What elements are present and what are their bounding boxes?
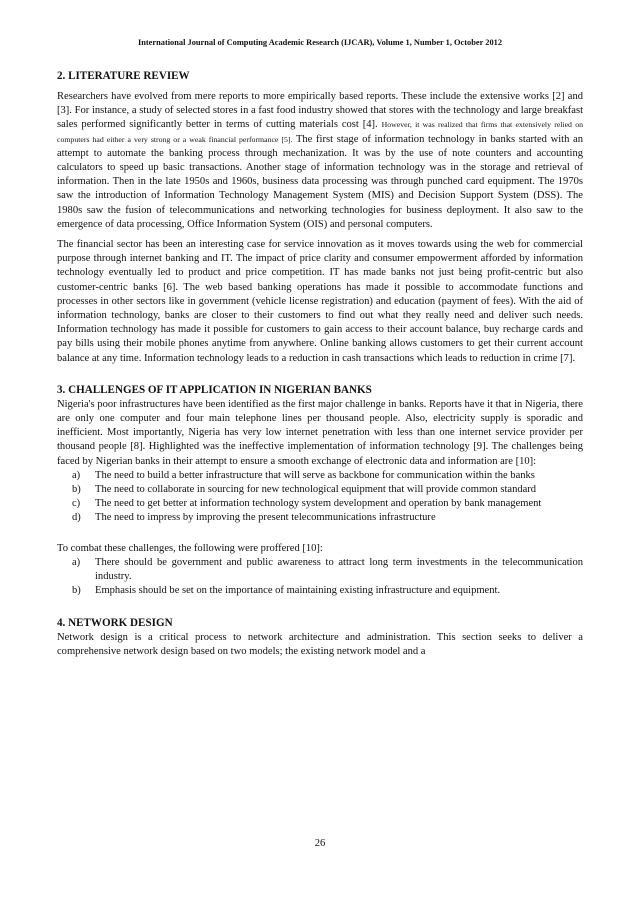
paragraph-text: Researchers have evolved from mere reports to more empirically based reports. These include the extensive works [2] and [3]. For instance, a study of selected stores in a fast food industry showed that stores with the technology and large breakfast sales performed significantly better in terms of cutting materials cost [4]. [57, 91, 583, 131]
list-item [57, 469, 583, 483]
page-body [57, 69, 583, 659]
list-marker: b) [72, 484, 81, 496]
challenges-list [57, 469, 583, 526]
section-3-paragraph-1: Nigeria's poor infrastructures have been identified as the first major challenge in banks. Reports have it that in Nigeria, there are only one computer and four main telephone lines per thousand people. Also, electricity supply is sporadic and inefficient. Most importantly, Nigeria has very low internet penetration with less than one internet service provider per thousand people [8]. Highlighted was the ineffective implementation of information technology [9]. The challenges being faced by Nigerian banks in their attempt to ensure a smooth exchange of electronic data and information are [10]: [57, 398, 583, 467]
section-4-paragraph-1: Network design is a critical process to network architecture and administration. This section seeks to deliver a comprehensive network design based on two models; the existing network model and a [57, 631, 583, 657]
section-2-title: 2. LITERATURE REVIEW [57, 70, 190, 82]
section-2-paragraph-1 [57, 90, 583, 232]
list-item-text: The need to impress by improving the present telecommunications infrastructure [95, 512, 436, 524]
list-item [57, 556, 583, 584]
list-item [57, 483, 583, 497]
list-item-text: Emphasis should be set on the importance of maintaining existing infrastructure and equipment. [95, 585, 501, 597]
running-header: International Journal of Computing Academic Research (IJCAR), Volume 1, Number 1, October 2012 [137, 38, 503, 47]
list-item [57, 511, 583, 525]
list-item-text: The need to get better at information technology system development and operation by bank management [95, 498, 542, 510]
list-marker: a) [72, 556, 81, 568]
paragraph-text: The first stage of information technology in banks started with an attempt to automate the banking process through mechanization. It was by the use of note counters and accounting calculators to speed up basic transactions. Another stage of information technology was in the storage and retrieval of information. Then in the late 1950s and 1960s, business data processing was through punched card equipment. The 1970s saw the introduction of Information Technology Management System (MIS) and Decision Support System (DSS). The 1980s saw the fusion of telecommunications and networking technologies for business deployment. It also saw to the emergence of data processing, Office Information System (OIS) and personal computers. [57, 133, 583, 230]
list-item [57, 497, 583, 511]
page-number: 26 [314, 838, 326, 849]
list-marker: a) [72, 469, 81, 481]
list-marker: b) [72, 585, 81, 597]
list-item-text: There should be government and public awareness to attract long term investments in the telecommunication industry. [95, 556, 583, 583]
section-4-title: 4. NETWORK DESIGN [57, 616, 173, 629]
section-3-paragraph-2: To combat these challenges, the following were proffered [10]: [57, 542, 323, 554]
list-marker: c) [72, 498, 81, 510]
list-item-text: The need to collaborate in sourcing for new technological equipment that will provide common standard [95, 484, 537, 496]
section-2-paragraph-2: The financial sector has been an interesting case for service innovation as it moves towards using the web for commercial purpose through internet banking and IT. The impact of price clarity and consumer empowerment afforded by information technology eventually led to product and price competition. IT has made banks not just being profit-centric but also customer-centric banks [6]. The web based banking operations has made it possible to accommodate functions and processes in other sectors like in government (vehicle license registration) and education (payment of fees). With the aid of information technology, banks are closer to their customers to find out what they really need and deliver such needs. Information technology has made it possible for customers to gain access to their account balance, buy recharge cards and pay bills using their mobile phones anytime from anywhere. Online banking allows customers to get their current account balance at any time. Information technology leads to a reduction in cash transactions which leads to reduction in crime [7]. [57, 239, 583, 364]
list-marker: d) [72, 512, 81, 524]
list-item-text: The need to build a better infrastructure that will serve as backbone for communication within the banks [95, 469, 535, 481]
section-3-title: 3. CHALLENGES OF IT APPLICATION IN NIGERIAN BANKS [57, 383, 372, 396]
small-print-text: However, it was realized that firms that extensively relied on computers had either a very strong or a weak financial performance [5]. [57, 120, 583, 144]
paper-page [57, 0, 583, 903]
list-item [57, 584, 583, 598]
proffered-solutions-list [57, 556, 583, 599]
